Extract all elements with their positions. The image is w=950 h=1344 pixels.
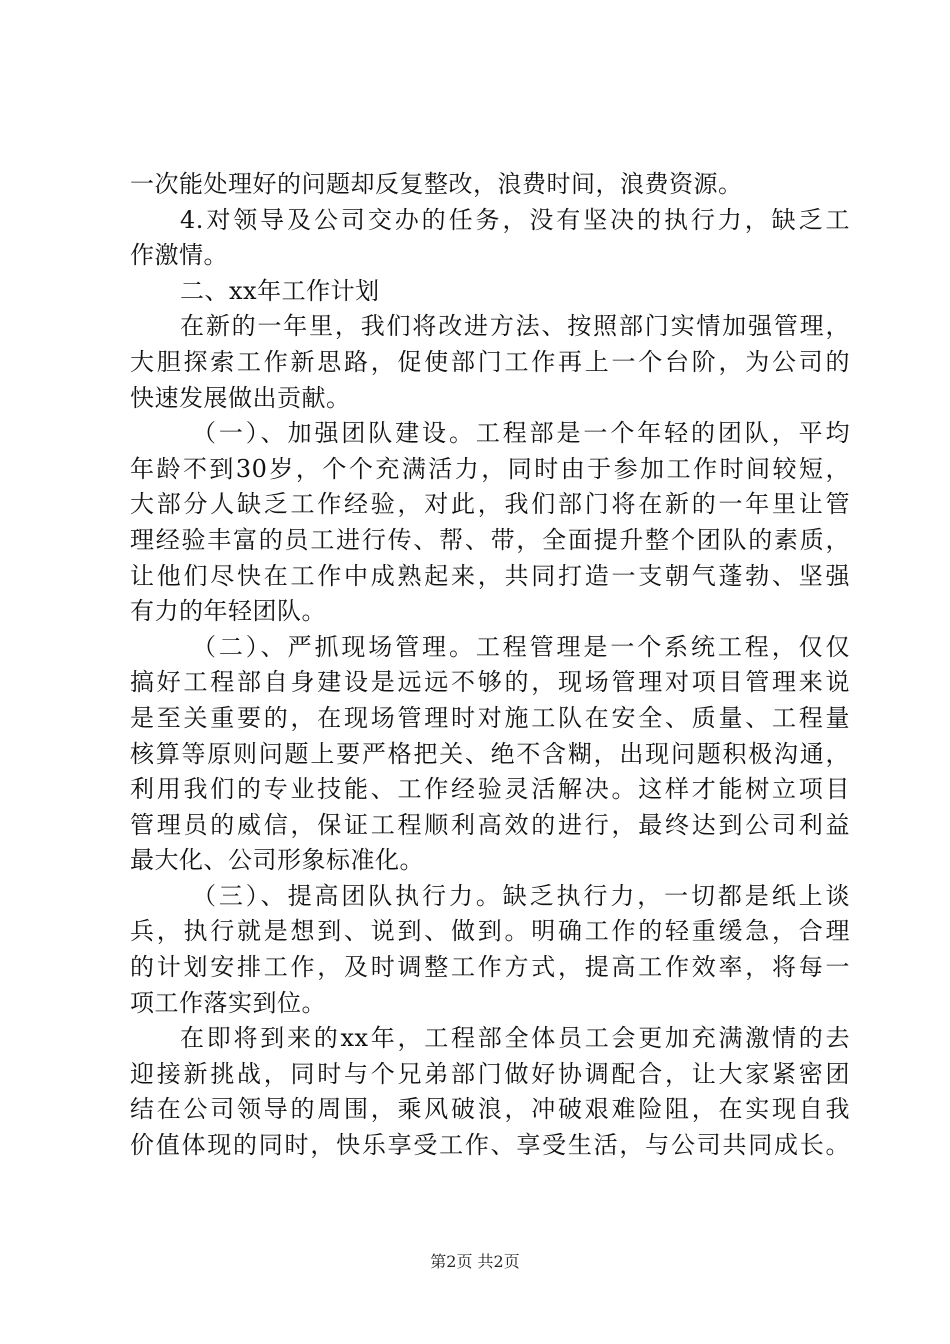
text-line: 让他们尽快在工作中成熟起来，共同打造一支朝气蓬勃、坚强 bbox=[130, 561, 850, 590]
text-line: 大部分人缺乏工作经验，对此，我们部门将在新的一年里让管 bbox=[130, 490, 850, 519]
text-line: 的计划安排工作，及时调整工作方式，提高工作效率，将每一 bbox=[130, 953, 850, 982]
text-line: 价值体现的同时，快乐享受工作、享受生活，与公司共同成长。 bbox=[130, 1131, 850, 1160]
text-line: 最大化、公司形象标准化。 bbox=[130, 846, 424, 875]
text-line: （一）、加强团队建设。工程部是一个年轻的团队，平均 bbox=[192, 419, 850, 448]
page-footer bbox=[0, 1252, 950, 1272]
text-line: 管理员的威信，保证工程顺利高效的进行，最终达到公司利益 bbox=[130, 810, 850, 839]
text-line: 4.对领导及公司交办的任务，没有坚决的执行力，缺乏工 bbox=[180, 205, 850, 234]
text-line: 在新的一年里，我们将改进方法、按照部门实情加强管理， bbox=[180, 312, 850, 341]
text-line: 迎接新挑战，同时与个兄弟部门做好协调配合，让大家紧密团 bbox=[130, 1059, 850, 1088]
text-line: 是至关重要的，在现场管理时对施工队在安全、质量、工程量 bbox=[130, 703, 850, 732]
text-line: 结在公司领导的周围，乘风破浪，冲破艰难险阻，在实现自我 bbox=[130, 1095, 850, 1124]
text-line: 核算等原则问题上要严格把关、绝不含糊，出现问题积极沟通， bbox=[130, 739, 850, 768]
text-line: 在即将到来的xx年，工程部全体员工会更加充满激情的去 bbox=[180, 1024, 850, 1053]
text-line: 快速发展做出贡献。 bbox=[130, 383, 351, 412]
text-line: （二）、严抓现场管理。工程管理是一个系统工程，仅仅 bbox=[192, 632, 850, 661]
text-line: 作激情。 bbox=[130, 241, 228, 270]
text-line: （三）、提高团队执行力。缺乏执行力，一切都是纸上谈 bbox=[192, 881, 850, 910]
body-text bbox=[130, 167, 850, 1164]
page-number: 第2页 共2页 bbox=[430, 1252, 520, 1271]
text-line: 兵，执行就是想到、说到、做到。明确工作的轻重缓急，合理 bbox=[130, 917, 850, 946]
text-line: 项工作落实到位。 bbox=[130, 988, 326, 1017]
text-line: 理经验丰富的员工进行传、帮、带，全面提升整个团队的素质， bbox=[130, 525, 850, 554]
text-line: 有力的年轻团队。 bbox=[130, 597, 326, 626]
text-line: 搞好工程部自身建设是远远不够的，现场管理对项目管理来说 bbox=[130, 668, 850, 697]
text-line: 利用我们的专业技能、工作经验灵活解决。这样才能树立项目 bbox=[130, 775, 850, 804]
text-line: 一次能处理好的问题却反复整改，浪费时间，浪费资源。 bbox=[130, 170, 743, 198]
section-heading: 二、xx年工作计划 bbox=[180, 276, 380, 305]
text-line: 大胆探索工作新思路，促使部门工作再上一个台阶，为公司的 bbox=[130, 347, 850, 376]
text-line: 年龄不到30岁，个个充满活力，同时由于参加工作时间较短， bbox=[130, 454, 850, 483]
